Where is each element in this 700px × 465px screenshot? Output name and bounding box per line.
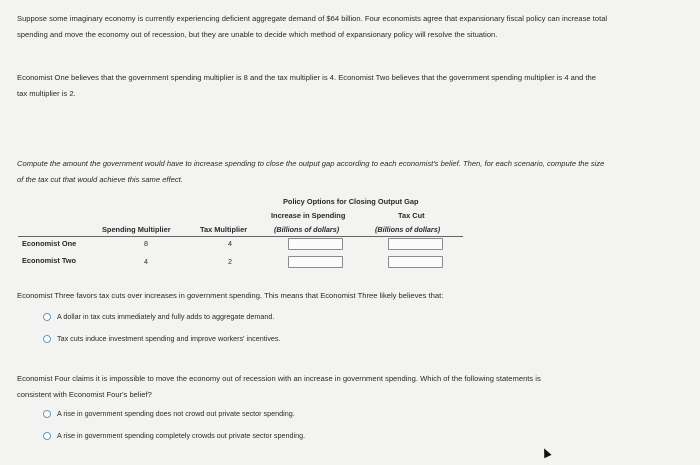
radio-button[interactable]: [43, 313, 51, 321]
q3-option-2[interactable]: [43, 334, 281, 343]
q4-option-2-label: A rise in government spending completely crowds out private sector spending.: [57, 431, 306, 440]
row-label-economist-one: Economist One: [22, 239, 77, 248]
question-three-stem: Economist Three favors tax cuts over increases in government spending. This means that Economist Three likely believes that:: [17, 291, 444, 300]
tax-multiplier-two: 2: [228, 257, 232, 266]
radio-button[interactable]: [43, 432, 51, 440]
q4-option-1-label: A rise in government spending does not crowd out private sector spending.: [57, 409, 295, 418]
col-subheader-taxcut-units: (Billions of dollars): [375, 225, 441, 234]
tax-cut-input-one[interactable]: [388, 238, 443, 250]
col-header-tax-cut: Tax Cut: [398, 211, 425, 220]
spending-multiplier-one: 8: [144, 239, 148, 248]
radio-button[interactable]: [43, 335, 51, 343]
col-subheader-spending-units: (Billions of dollars): [274, 225, 340, 234]
problem-intro: Suppose some imaginary economy is currently experiencing deficient aggregate demand of $64 billion. Four economists agree that expansionary fiscal policy can increase total spending and move the economy out of recession, but they are unable to decide which method of expansionary policy will resolve the situation.: [17, 14, 608, 39]
col-header-tax-multiplier: Tax Multiplier: [200, 225, 248, 234]
row-label-economist-two: Economist Two: [22, 256, 77, 265]
q3-option-1-label: A dollar in tax cuts immediately and fully adds to aggregate demand.: [57, 312, 275, 321]
question-four-stem: Economist Four claims it is impossible to move the economy out of recession with an increase in government spending. Which of the following statements is consistent with Economist Four's belief?: [17, 374, 541, 399]
q4-option-2[interactable]: [43, 431, 305, 440]
compute-instructions: Compute the amount the government would have to increase spending to close the output gap according to each economist's belief. Then, for each scenario, compute the size of the tax cut that would achieve this same effect.: [17, 159, 605, 184]
increase-spending-input-two[interactable]: [288, 256, 343, 268]
q4-option-1[interactable]: [43, 409, 295, 418]
tax-multiplier-one: 4: [228, 239, 232, 248]
increase-spending-input-one[interactable]: [288, 238, 343, 250]
mouse-cursor-icon: [540, 447, 551, 459]
tax-cut-input-two[interactable]: [388, 256, 443, 268]
economist-beliefs: Economist One believes that the government spending multiplier is 8 and the tax multiplier is 4. Economist Two believes that the government spending multiplier is 4 and the tax multiplier is 2.: [17, 73, 596, 98]
radio-button[interactable]: [43, 410, 51, 418]
table-group-header: Policy Options for Closing Output Gap: [283, 197, 419, 206]
col-header-increase-spending: Increase in Spending: [271, 211, 346, 220]
col-header-spending-multiplier: Spending Multiplier: [102, 225, 171, 234]
spending-multiplier-two: 4: [144, 257, 148, 266]
q3-option-2-label: Tax cuts induce investment spending and improve workers' incentives.: [57, 334, 281, 343]
q3-option-1[interactable]: [43, 312, 274, 321]
table-divider: [18, 236, 463, 237]
